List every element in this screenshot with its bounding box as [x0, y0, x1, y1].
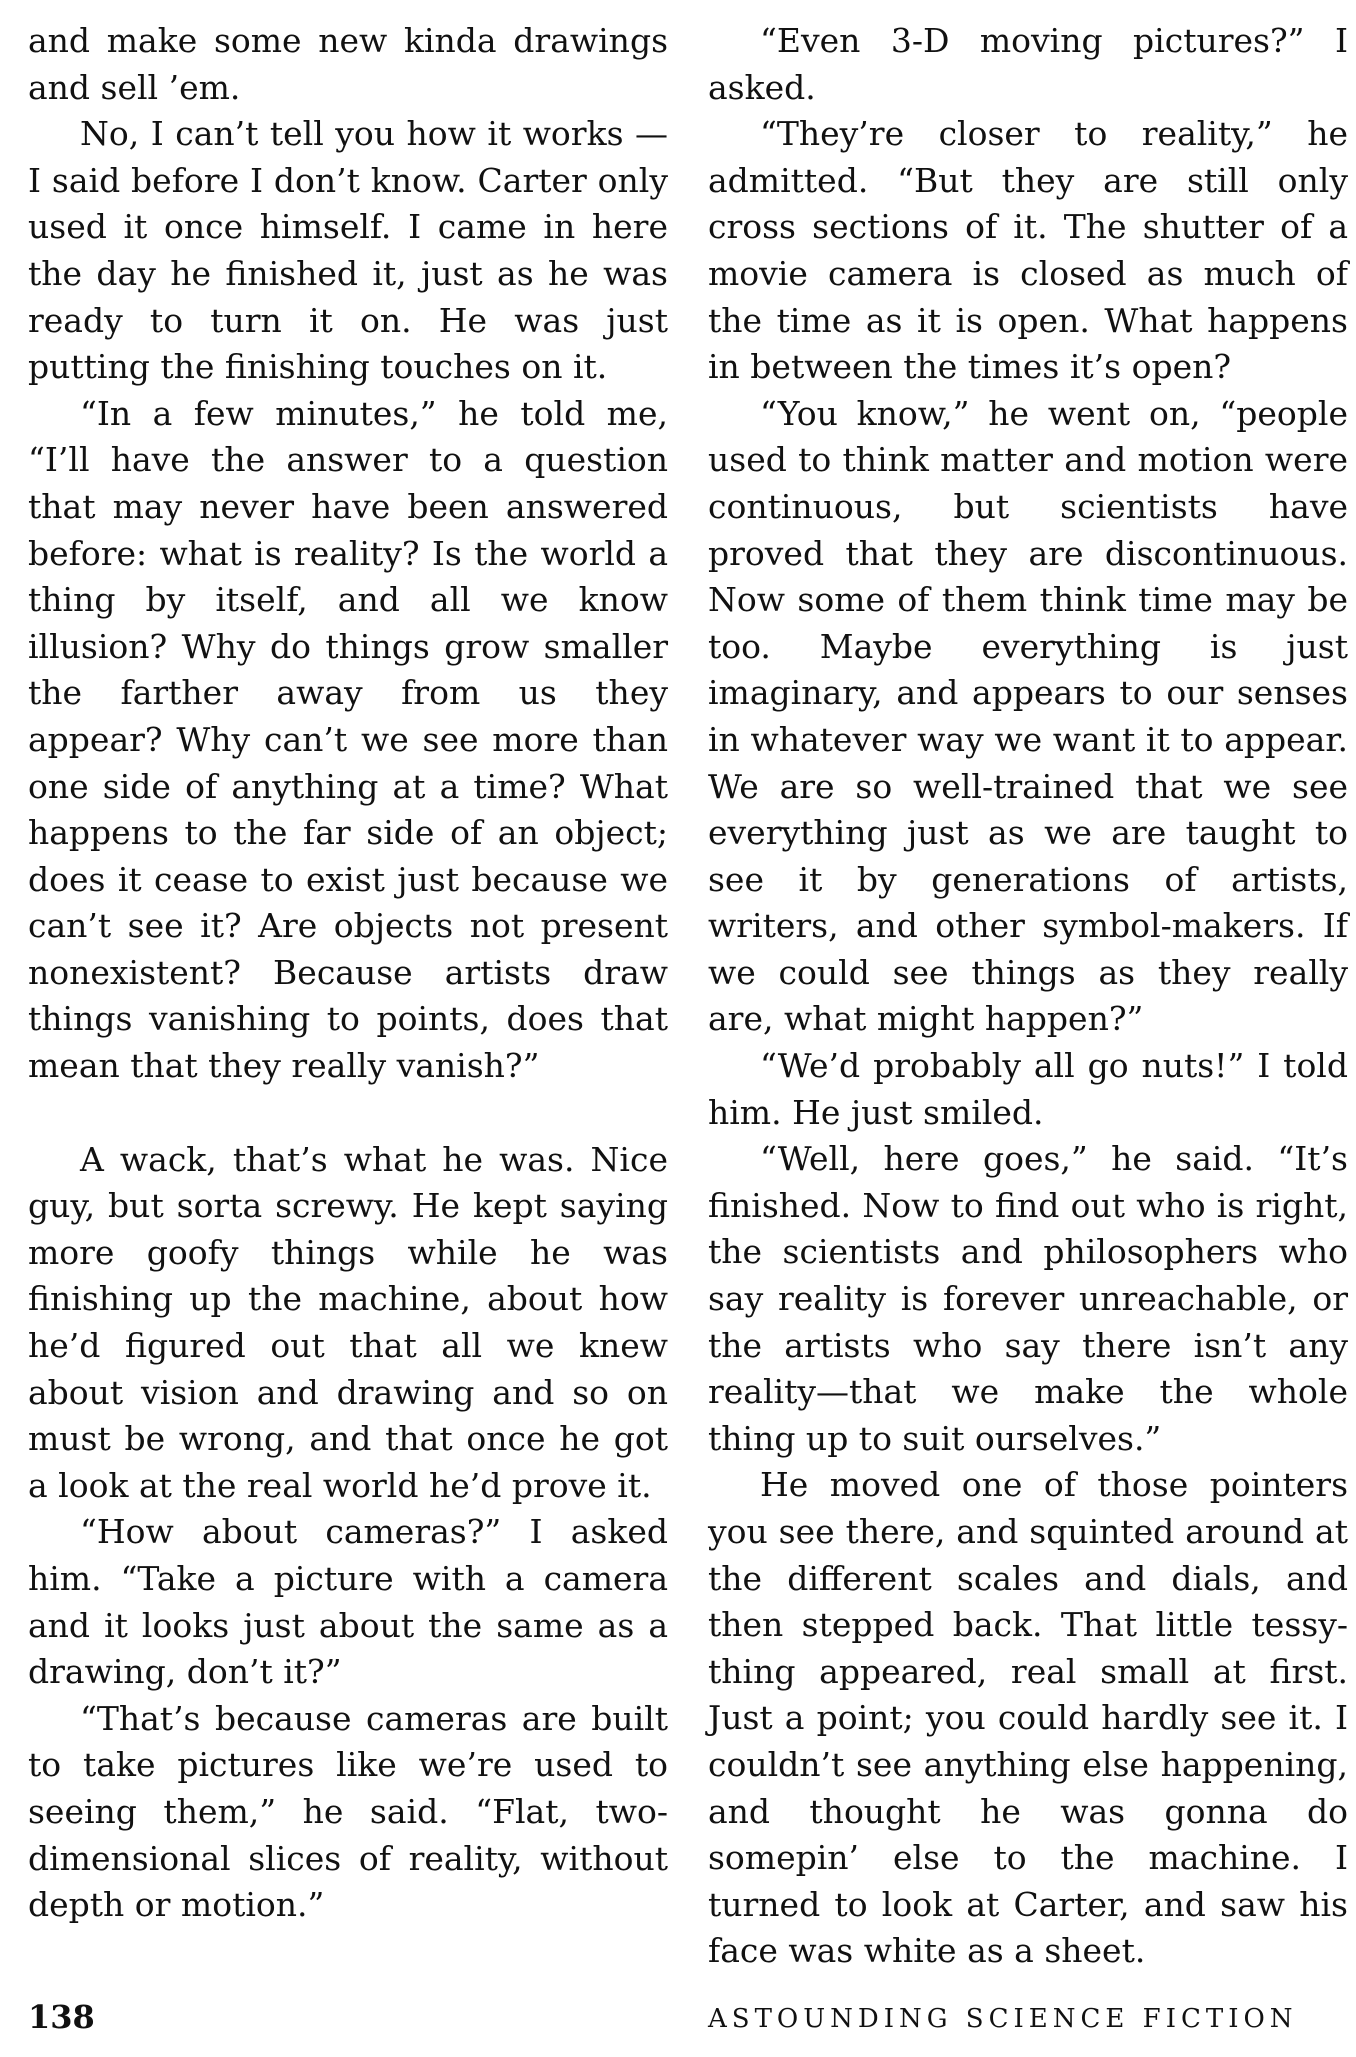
right-text-column	[708, 18, 1348, 1975]
paragraph: “How about cameras?” I asked him. “Take a picture with a camera and it looks just about the same as a drawing, don’t it?”	[28, 1512, 668, 1692]
page-footer	[28, 1998, 1328, 2048]
paragraph: “You know,” he went on, “people used to think matter and motion were continuous, but scientists have proved that they are discontinuous. Now some of them think time may be too. Maybe everything is just imaginary, and appears to our senses in whatever way we want it to appear. We are so well-trained that we see everything just as we are taught to see it by generations of artists, writers, and other symbol-makers. If we could see things as they really are, what might happen?”	[708, 393, 1348, 1039]
running-head: ASTOUNDING SCIENCE FICTION	[708, 2004, 1298, 2034]
paragraph: “In a few minutes,” he told me, “I’ll have the answer to a question that may never have been answered before: what is reality? Is the world a thing by itself, and all we know illusion? Why do things grow smaller the farther away from us they appear? Why can’t we see more than one side of anything at a time? What happens to the far side of an object; does it cease to exist just because we can’t see it? Are objects not present nonexistent? Because artists draw things vanishing to points, does that mean that they really vanish?”	[28, 393, 668, 1086]
paragraph: “We’d probably all go nuts!” I told him. He just smiled.	[708, 1046, 1348, 1132]
paragraph: and make some new kinda drawings and sell ’em.	[28, 21, 668, 107]
paragraph: No, I can’t tell you how it works —I said before I don’t know. Carter only used it once himself. I came in here the day he finished it, just as he was ready to turn it on. He was just putting the finishing touches on it.	[28, 114, 668, 387]
paragraph: “Well, here goes,” he said. “It’s finished. Now to find out who is right, the scientists and philosophers who say reality is forever unreachable, or the artists who say there isn’t any reality—that we make the whole thing up to suit ourselves.”	[708, 1139, 1348, 1458]
paragraph: “Even 3-D moving pictures?” I asked.	[708, 21, 1348, 107]
paragraph: He moved one of those pointers you see there, and squinted around at the different scales and dials, and then stepped back. That little tessy-thing appeared, real small at first. Just a point; you could hardly see it. I couldn’t see anything else happening, and thought he was gonna do somepin’ else to the machine. I turned to look at Carter, and saw his face was white as a sheet.	[708, 1465, 1348, 1971]
page-number: 138	[28, 1998, 95, 2036]
left-text-column	[28, 18, 668, 1929]
paragraph: “They’re closer to reality,” he admitted. “But they are still only cross sections of it. The shutter of a movie camera is closed as much of the time as it is open. What happens in between the times it’s open?	[708, 114, 1348, 387]
paragraph: A wack, that’s what he was. Nice guy, but sorta screwy. He kept saying more goofy things while he was finishing up the machine, about how he’d figured out that all we knew about vision and drawing and so on must be wrong, and that once he got a look at the real world he’d prove it.	[28, 1139, 668, 1505]
paragraph: “That’s because cameras are built to take pictures like we’re used to seeing them,” he said. “Flat, two-dimensional slices of reality, without depth or motion.”	[28, 1698, 668, 1925]
